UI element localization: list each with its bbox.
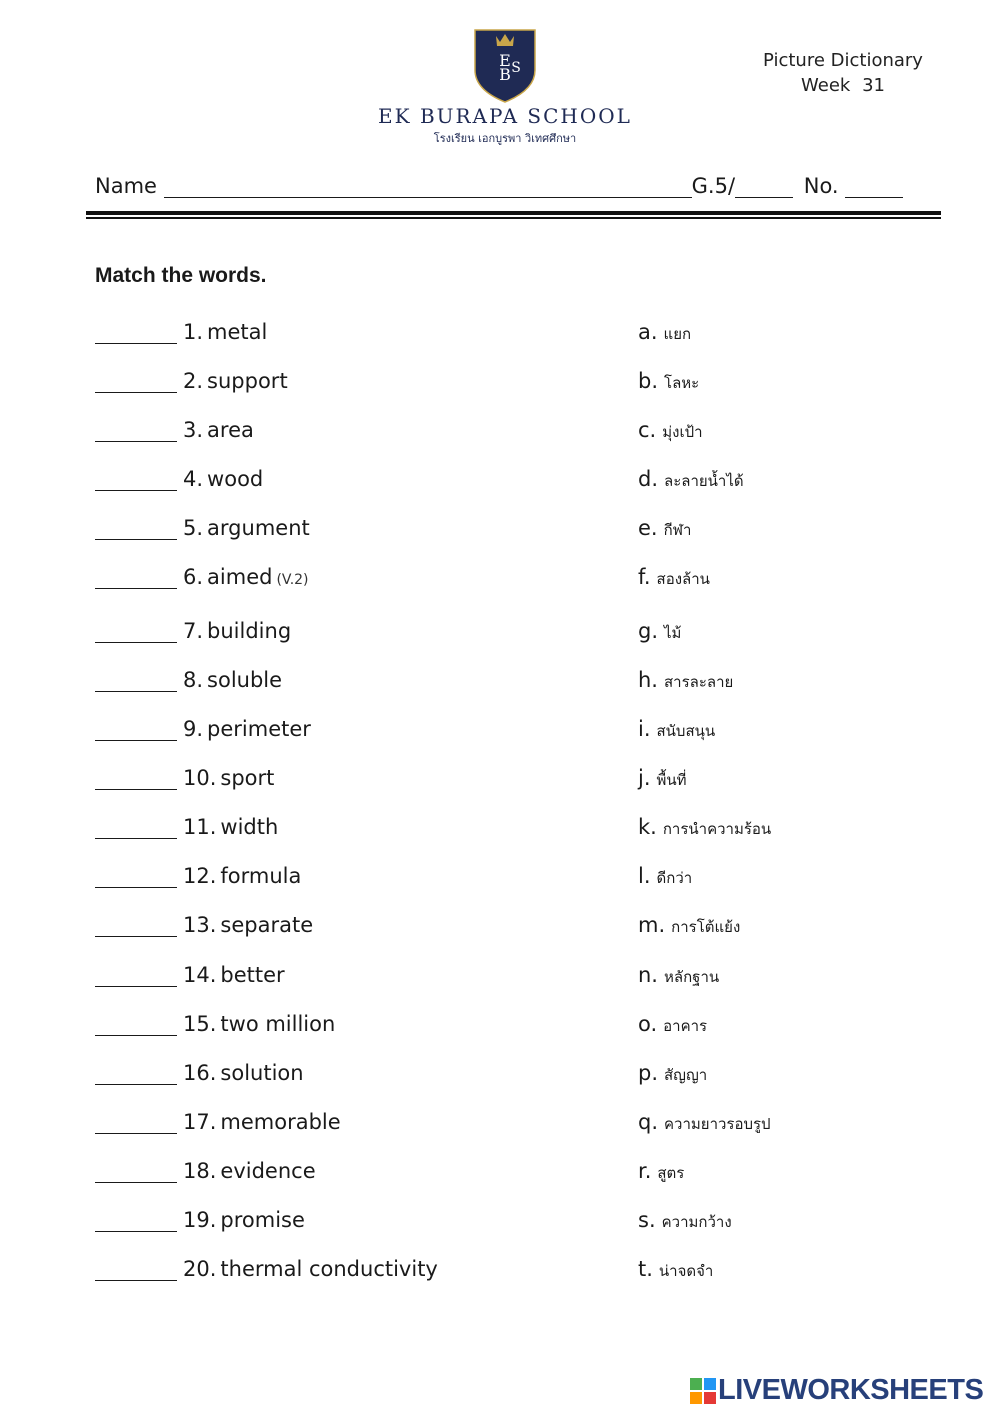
item-number: 1. <box>183 320 204 344</box>
word-item <box>95 766 274 796</box>
choice-thai-meaning: มุ่งเป้า <box>662 423 703 441</box>
word-item <box>95 717 311 747</box>
choice-letter: q. <box>638 1110 659 1134</box>
choice-letter: n. <box>638 963 658 987</box>
school-crest-logo <box>470 24 540 104</box>
answer-blank[interactable] <box>95 1113 177 1134</box>
answer-blank[interactable] <box>95 720 177 741</box>
choice-item <box>638 668 733 698</box>
item-word: separate <box>220 913 314 937</box>
choice-thai-meaning: โลหะ <box>664 374 700 392</box>
choice-letter: k. <box>638 815 657 839</box>
worksheet-title-block <box>738 48 948 98</box>
choice-thai-meaning: น่าจดจำ <box>658 1262 714 1280</box>
choice-item <box>638 1208 732 1238</box>
svg-text:E: E <box>499 51 511 70</box>
word-item <box>95 1159 316 1189</box>
word-item <box>95 1257 438 1287</box>
choice-letter: h. <box>638 668 658 692</box>
choice-letter: c. <box>638 418 657 442</box>
school-thai-name: โรงเรียน เอกบูรพา วิเทศศึกษา <box>433 132 577 145</box>
item-word: perimeter <box>207 717 311 741</box>
item-word: support <box>207 369 288 393</box>
word-item <box>95 619 291 649</box>
item-word: metal <box>207 320 268 344</box>
item-number: 15. <box>183 1012 217 1036</box>
item-number: 17. <box>183 1110 217 1134</box>
choice-item <box>638 1257 713 1287</box>
choice-letter: e. <box>638 516 658 540</box>
answer-blank[interactable] <box>95 372 177 393</box>
instruction-heading: Match the words. <box>95 264 267 287</box>
item-word: better <box>220 963 285 987</box>
item-number: 20. <box>183 1257 217 1281</box>
svg-text:S: S <box>511 60 521 76</box>
week-label: Week <box>801 75 851 96</box>
item-number: 7. <box>183 619 204 643</box>
word-item <box>95 565 309 595</box>
choice-letter: j. <box>638 766 651 790</box>
item-word: two million <box>220 1012 336 1036</box>
choice-thai-meaning: พื้นที่ <box>656 771 687 789</box>
name-label: Name <box>95 174 157 198</box>
item-word: argument <box>207 516 310 540</box>
choice-thai-meaning: ละลายน้ำได้ <box>664 472 744 490</box>
answer-blank[interactable] <box>95 1260 177 1281</box>
item-word: width <box>220 815 279 839</box>
word-item <box>95 516 310 546</box>
item-number: 9. <box>183 717 204 741</box>
header-divider-thin <box>86 217 941 219</box>
item-number: 10. <box>183 766 217 790</box>
item-number: 18. <box>183 1159 217 1183</box>
answer-blank[interactable] <box>95 1211 177 1232</box>
choice-letter: b. <box>638 369 659 393</box>
answer-blank[interactable] <box>95 1162 177 1183</box>
choice-item <box>638 963 719 993</box>
word-item <box>95 320 267 350</box>
liveworksheets-text: LIVEWORKSHEETS <box>718 1374 984 1406</box>
item-word: evidence <box>220 1159 316 1183</box>
choice-thai-meaning: สนับสนุน <box>656 722 716 740</box>
choice-thai-meaning: การนำความร้อน <box>662 820 772 838</box>
item-number: 11. <box>183 815 217 839</box>
choice-thai-meaning: ดีกว่า <box>656 869 693 887</box>
item-word: sport <box>220 766 275 790</box>
word-item <box>95 1012 335 1042</box>
answer-blank[interactable] <box>95 470 177 491</box>
word-item <box>95 1110 341 1140</box>
item-word: formula <box>220 864 302 888</box>
answer-blank[interactable] <box>95 519 177 540</box>
word-item <box>95 963 285 993</box>
choice-letter: f. <box>638 565 651 589</box>
choice-thai-meaning: การโต้แย้ง <box>671 918 741 936</box>
worksheet-title: Picture Dictionary <box>763 50 923 71</box>
answer-blank[interactable] <box>95 421 177 442</box>
choice-thai-meaning: หลักฐาน <box>664 968 720 986</box>
choice-letter: l. <box>638 864 651 888</box>
choice-thai-meaning: แยก <box>663 325 692 343</box>
answer-blank[interactable] <box>95 622 177 643</box>
number-field[interactable] <box>845 175 903 198</box>
choice-letter: t. <box>638 1257 653 1281</box>
answer-blank[interactable] <box>95 769 177 790</box>
choice-item <box>638 1110 771 1140</box>
word-item <box>95 1208 305 1238</box>
choice-item <box>638 565 710 595</box>
answer-blank[interactable] <box>95 818 177 839</box>
choice-item <box>638 369 699 399</box>
item-word: memorable <box>220 1110 341 1134</box>
answer-blank[interactable] <box>95 1015 177 1036</box>
item-word: soluble <box>207 668 283 692</box>
choice-letter: g. <box>638 619 659 643</box>
choice-item <box>638 1061 707 1091</box>
choice-thai-meaning: สัญญา <box>664 1066 708 1084</box>
choice-item <box>638 1159 684 1189</box>
liveworksheets-icon <box>690 1378 716 1404</box>
item-word: aimed <box>207 565 273 589</box>
choice-item <box>638 766 687 796</box>
word-item <box>95 369 288 399</box>
choice-letter: i. <box>638 717 651 741</box>
number-label: No. <box>803 174 839 198</box>
item-number: 4. <box>183 467 204 491</box>
grade-label: G.5/ <box>691 174 736 198</box>
answer-blank[interactable] <box>95 1064 177 1085</box>
item-number: 5. <box>183 516 204 540</box>
item-number: 3. <box>183 418 204 442</box>
choice-item <box>638 619 681 649</box>
week-number: 31 <box>862 75 885 96</box>
header-divider-thick <box>86 211 941 215</box>
answer-blank[interactable] <box>95 568 177 589</box>
svg-text:B: B <box>499 65 511 84</box>
item-word: building <box>207 619 292 643</box>
item-word: solution <box>220 1061 304 1085</box>
school-name: EK BURAPA SCHOOL <box>378 104 632 128</box>
choice-item <box>638 320 691 350</box>
liveworksheets-logo <box>690 1374 983 1404</box>
choice-letter: m. <box>638 913 666 937</box>
choice-letter: p. <box>638 1061 659 1085</box>
choice-thai-meaning: ความยาวรอบรูป <box>664 1115 771 1133</box>
choice-thai-meaning: ไม้ <box>664 624 682 642</box>
item-number: 12. <box>183 864 217 888</box>
word-item <box>95 418 254 448</box>
choice-thai-meaning: อาคาร <box>663 1017 708 1035</box>
choice-item <box>638 913 740 943</box>
choice-letter: s. <box>638 1208 656 1232</box>
word-item <box>95 913 313 943</box>
choice-thai-meaning: สารละลาย <box>664 673 734 691</box>
choice-item <box>638 864 692 894</box>
class-field[interactable] <box>735 175 793 198</box>
answer-blank[interactable] <box>95 867 177 888</box>
word-item <box>95 467 263 497</box>
item-number: 14. <box>183 963 217 987</box>
item-number: 16. <box>183 1061 217 1085</box>
choice-item <box>638 1012 707 1042</box>
choice-letter: r. <box>638 1159 652 1183</box>
word-item <box>95 668 282 698</box>
answer-blank[interactable] <box>95 323 177 344</box>
answer-blank[interactable] <box>95 966 177 987</box>
choice-item <box>638 815 771 845</box>
answer-blank[interactable] <box>95 671 177 692</box>
item-word: promise <box>220 1208 305 1232</box>
item-number: 8. <box>183 668 204 692</box>
choice-thai-meaning: กีฬา <box>663 521 692 539</box>
choice-item <box>638 717 715 747</box>
item-note: (V.2) <box>276 572 309 588</box>
choice-thai-meaning: สูตร <box>657 1164 685 1182</box>
student-info-line <box>95 174 903 204</box>
choice-letter: a. <box>638 320 658 344</box>
name-field[interactable] <box>164 175 692 198</box>
choice-item <box>638 467 744 497</box>
item-number: 13. <box>183 913 217 937</box>
item-number: 19. <box>183 1208 217 1232</box>
word-item <box>95 864 301 894</box>
item-number: 2. <box>183 369 204 393</box>
item-word: wood <box>207 467 264 491</box>
choice-item <box>638 418 703 448</box>
choice-thai-meaning: ความกว้าง <box>661 1213 732 1231</box>
item-word: area <box>207 418 254 442</box>
answer-blank[interactable] <box>95 916 177 937</box>
choice-thai-meaning: สองล้าน <box>656 570 710 588</box>
choice-letter: o. <box>638 1012 658 1036</box>
choice-letter: d. <box>638 467 659 491</box>
item-word: thermal conductivity <box>220 1257 438 1281</box>
item-number: 6. <box>183 565 204 589</box>
choice-item <box>638 516 691 546</box>
word-item <box>95 815 278 845</box>
week-line <box>738 73 948 98</box>
word-item <box>95 1061 304 1091</box>
